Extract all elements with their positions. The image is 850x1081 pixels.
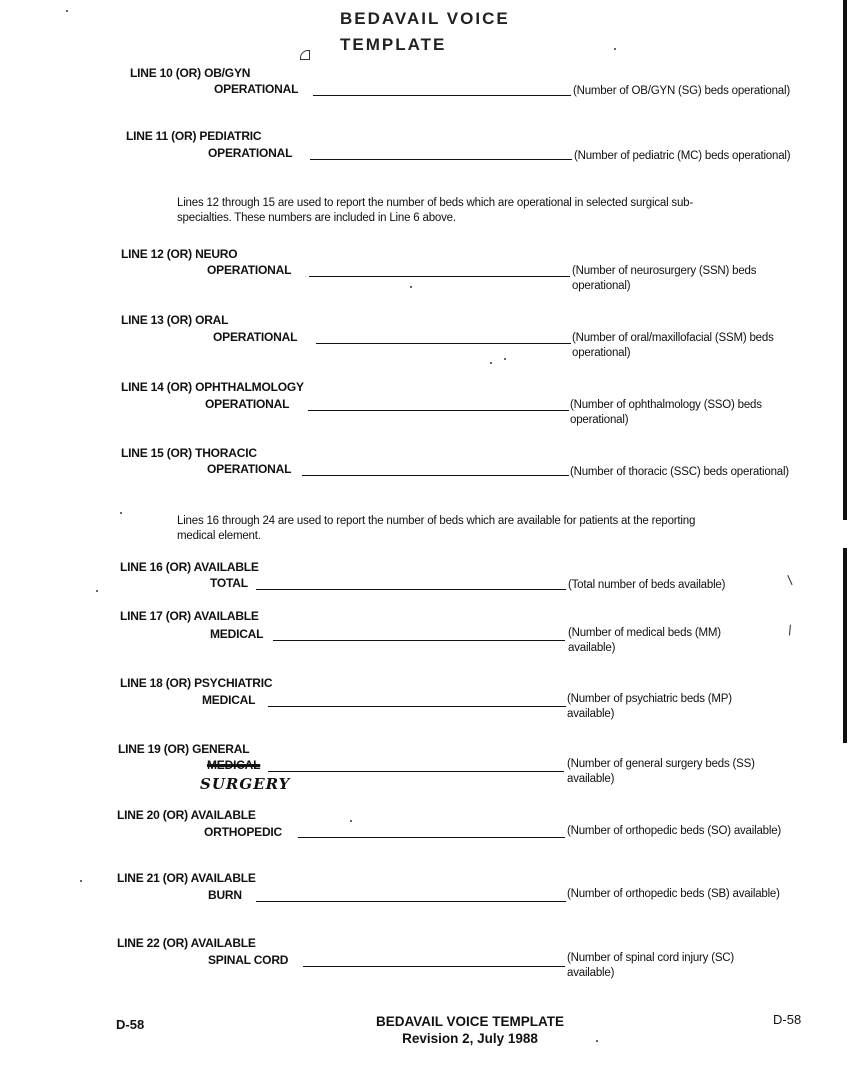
line-12-blank[interactable] bbox=[309, 276, 570, 277]
line-15-field-label: OPERATIONAL bbox=[207, 462, 292, 476]
scan-speck bbox=[96, 590, 98, 592]
handwritten-correction: SURGERY bbox=[200, 775, 291, 793]
line-11-field-label: OPERATIONAL bbox=[208, 146, 293, 160]
line-13-field-label: OPERATIONAL bbox=[213, 330, 298, 344]
footer-title: BEDAVAIL VOICE TEMPLATE bbox=[375, 1014, 564, 1029]
footer-revision: Revision 2, July 1988 bbox=[402, 1031, 538, 1046]
line-18-blank[interactable] bbox=[268, 706, 566, 707]
line-16-description: (Total number of beds available) bbox=[568, 579, 726, 591]
scan-speck bbox=[410, 286, 412, 288]
line-14-blank[interactable] bbox=[308, 410, 569, 411]
line-15-label: LINE 15 (OR) THORACIC bbox=[121, 446, 257, 460]
scan-speck bbox=[80, 880, 82, 882]
margin-tick-mark: / bbox=[786, 621, 794, 639]
line-16-field-label: TOTAL bbox=[210, 576, 248, 590]
scan-speck bbox=[350, 820, 352, 822]
line-14-field-label: OPERATIONAL bbox=[205, 397, 290, 411]
line-10-field-label: OPERATIONAL bbox=[214, 82, 299, 96]
line-20-description: (Number of orthopedic beds (SO) available) bbox=[567, 825, 782, 837]
line-21-field-label: BURN bbox=[208, 888, 242, 902]
line-11-blank[interactable] bbox=[310, 159, 572, 160]
scan-speck bbox=[596, 1040, 598, 1042]
scan-edge-bar-bottom bbox=[843, 548, 847, 743]
footer-center bbox=[300, 1013, 640, 1047]
line-20-label: LINE 20 (OR) AVAILABLE bbox=[117, 808, 256, 822]
line-22-label: LINE 22 (OR) AVAILABLE bbox=[117, 936, 256, 950]
line-16-label: LINE 16 (OR) AVAILABLE bbox=[120, 560, 259, 574]
margin-tick-mark: / bbox=[783, 572, 797, 588]
scan-edge-bar-top bbox=[843, 0, 847, 520]
line-15-blank[interactable] bbox=[302, 475, 569, 476]
line-12-field-label: OPERATIONAL bbox=[207, 263, 292, 277]
line-19-label: LINE 19 (OR) GENERAL bbox=[118, 742, 250, 756]
line-17-label: LINE 17 (OR) AVAILABLE bbox=[120, 609, 259, 623]
line-21-description: (Number of orthopedic beds (SB) available) bbox=[567, 888, 780, 900]
line-10-label: LINE 10 (OR) OB/GYN bbox=[130, 66, 251, 80]
line-11-description: (Number of pediatric (MC) beds operational) bbox=[574, 150, 791, 162]
line-17-blank[interactable] bbox=[273, 640, 565, 641]
footer-page-number-right: D-58 bbox=[773, 1012, 802, 1027]
line-18-field-label: MEDICAL bbox=[202, 693, 256, 707]
note-lines-16-24: Lines 16 through 24 are used to report the number of beds which are available for patients at the reporting medical element. bbox=[177, 515, 696, 542]
line-20-blank[interactable] bbox=[298, 837, 565, 838]
line-13-description: (Number of oral/maxillofacial (SSM) beds operational) bbox=[572, 332, 774, 359]
cut-off-header-title: BEDAVAIL VOICE TEMPLATE bbox=[340, 9, 510, 54]
line-20-field-label: ORTHOPEDIC bbox=[204, 825, 283, 839]
line-14-description: (Number of ophthalmology (SSO) beds operational) bbox=[570, 399, 762, 426]
line-10-blank[interactable] bbox=[313, 95, 571, 96]
line-15-description: (Number of thoracic (SSC) beds operational) bbox=[570, 466, 789, 478]
line-17-description: (Number of medical beds (MM) available) bbox=[568, 627, 721, 654]
line-13-blank[interactable] bbox=[316, 343, 571, 344]
line-22-blank[interactable] bbox=[303, 966, 565, 967]
footer-page-number-left: D-58 bbox=[116, 1017, 145, 1032]
line-11-label: LINE 11 (OR) PEDIATRIC bbox=[126, 129, 262, 143]
scan-speck bbox=[300, 50, 310, 60]
line-17-field-label: MEDICAL bbox=[210, 627, 264, 641]
line-21-blank[interactable] bbox=[256, 901, 566, 902]
line-12-label: LINE 12 (OR) NEURO bbox=[121, 247, 238, 261]
line-19-blank[interactable] bbox=[268, 771, 564, 772]
note-lines-12-15: Lines 12 through 15 are used to report the number of beds which are operational in selected surgical sub-specialties. These numbers are included in Line 6 above. bbox=[177, 197, 693, 224]
line-22-description: (Number of spinal cord injury (SC) available) bbox=[567, 952, 735, 979]
scan-speck bbox=[66, 10, 68, 12]
line-13-label: LINE 13 (OR) ORAL bbox=[121, 313, 229, 327]
line-19-description: (Number of general surgery beds (SS) available) bbox=[567, 758, 755, 785]
scan-speck bbox=[120, 512, 122, 514]
line-22-field-label: SPINAL CORD bbox=[208, 953, 289, 967]
line-10-description: (Number of OB/GYN (SG) beds operational) bbox=[573, 85, 790, 97]
line-18-label: LINE 18 (OR) PSYCHIATRIC bbox=[120, 676, 273, 690]
line-16-blank[interactable] bbox=[256, 589, 566, 590]
line-18-description: (Number of psychiatric beds (MP) available) bbox=[567, 693, 732, 720]
scan-speck bbox=[504, 358, 506, 360]
scan-speck bbox=[614, 48, 616, 50]
line-14-label: LINE 14 (OR) OPHTHALMOLOGY bbox=[121, 380, 304, 394]
scan-speck bbox=[490, 362, 492, 364]
line-12-description: (Number of neurosurgery (SSN) beds operational) bbox=[572, 265, 757, 292]
line-21-label: LINE 21 (OR) AVAILABLE bbox=[117, 871, 256, 885]
line-19-field-label-struck: MEDICAL bbox=[207, 758, 261, 772]
